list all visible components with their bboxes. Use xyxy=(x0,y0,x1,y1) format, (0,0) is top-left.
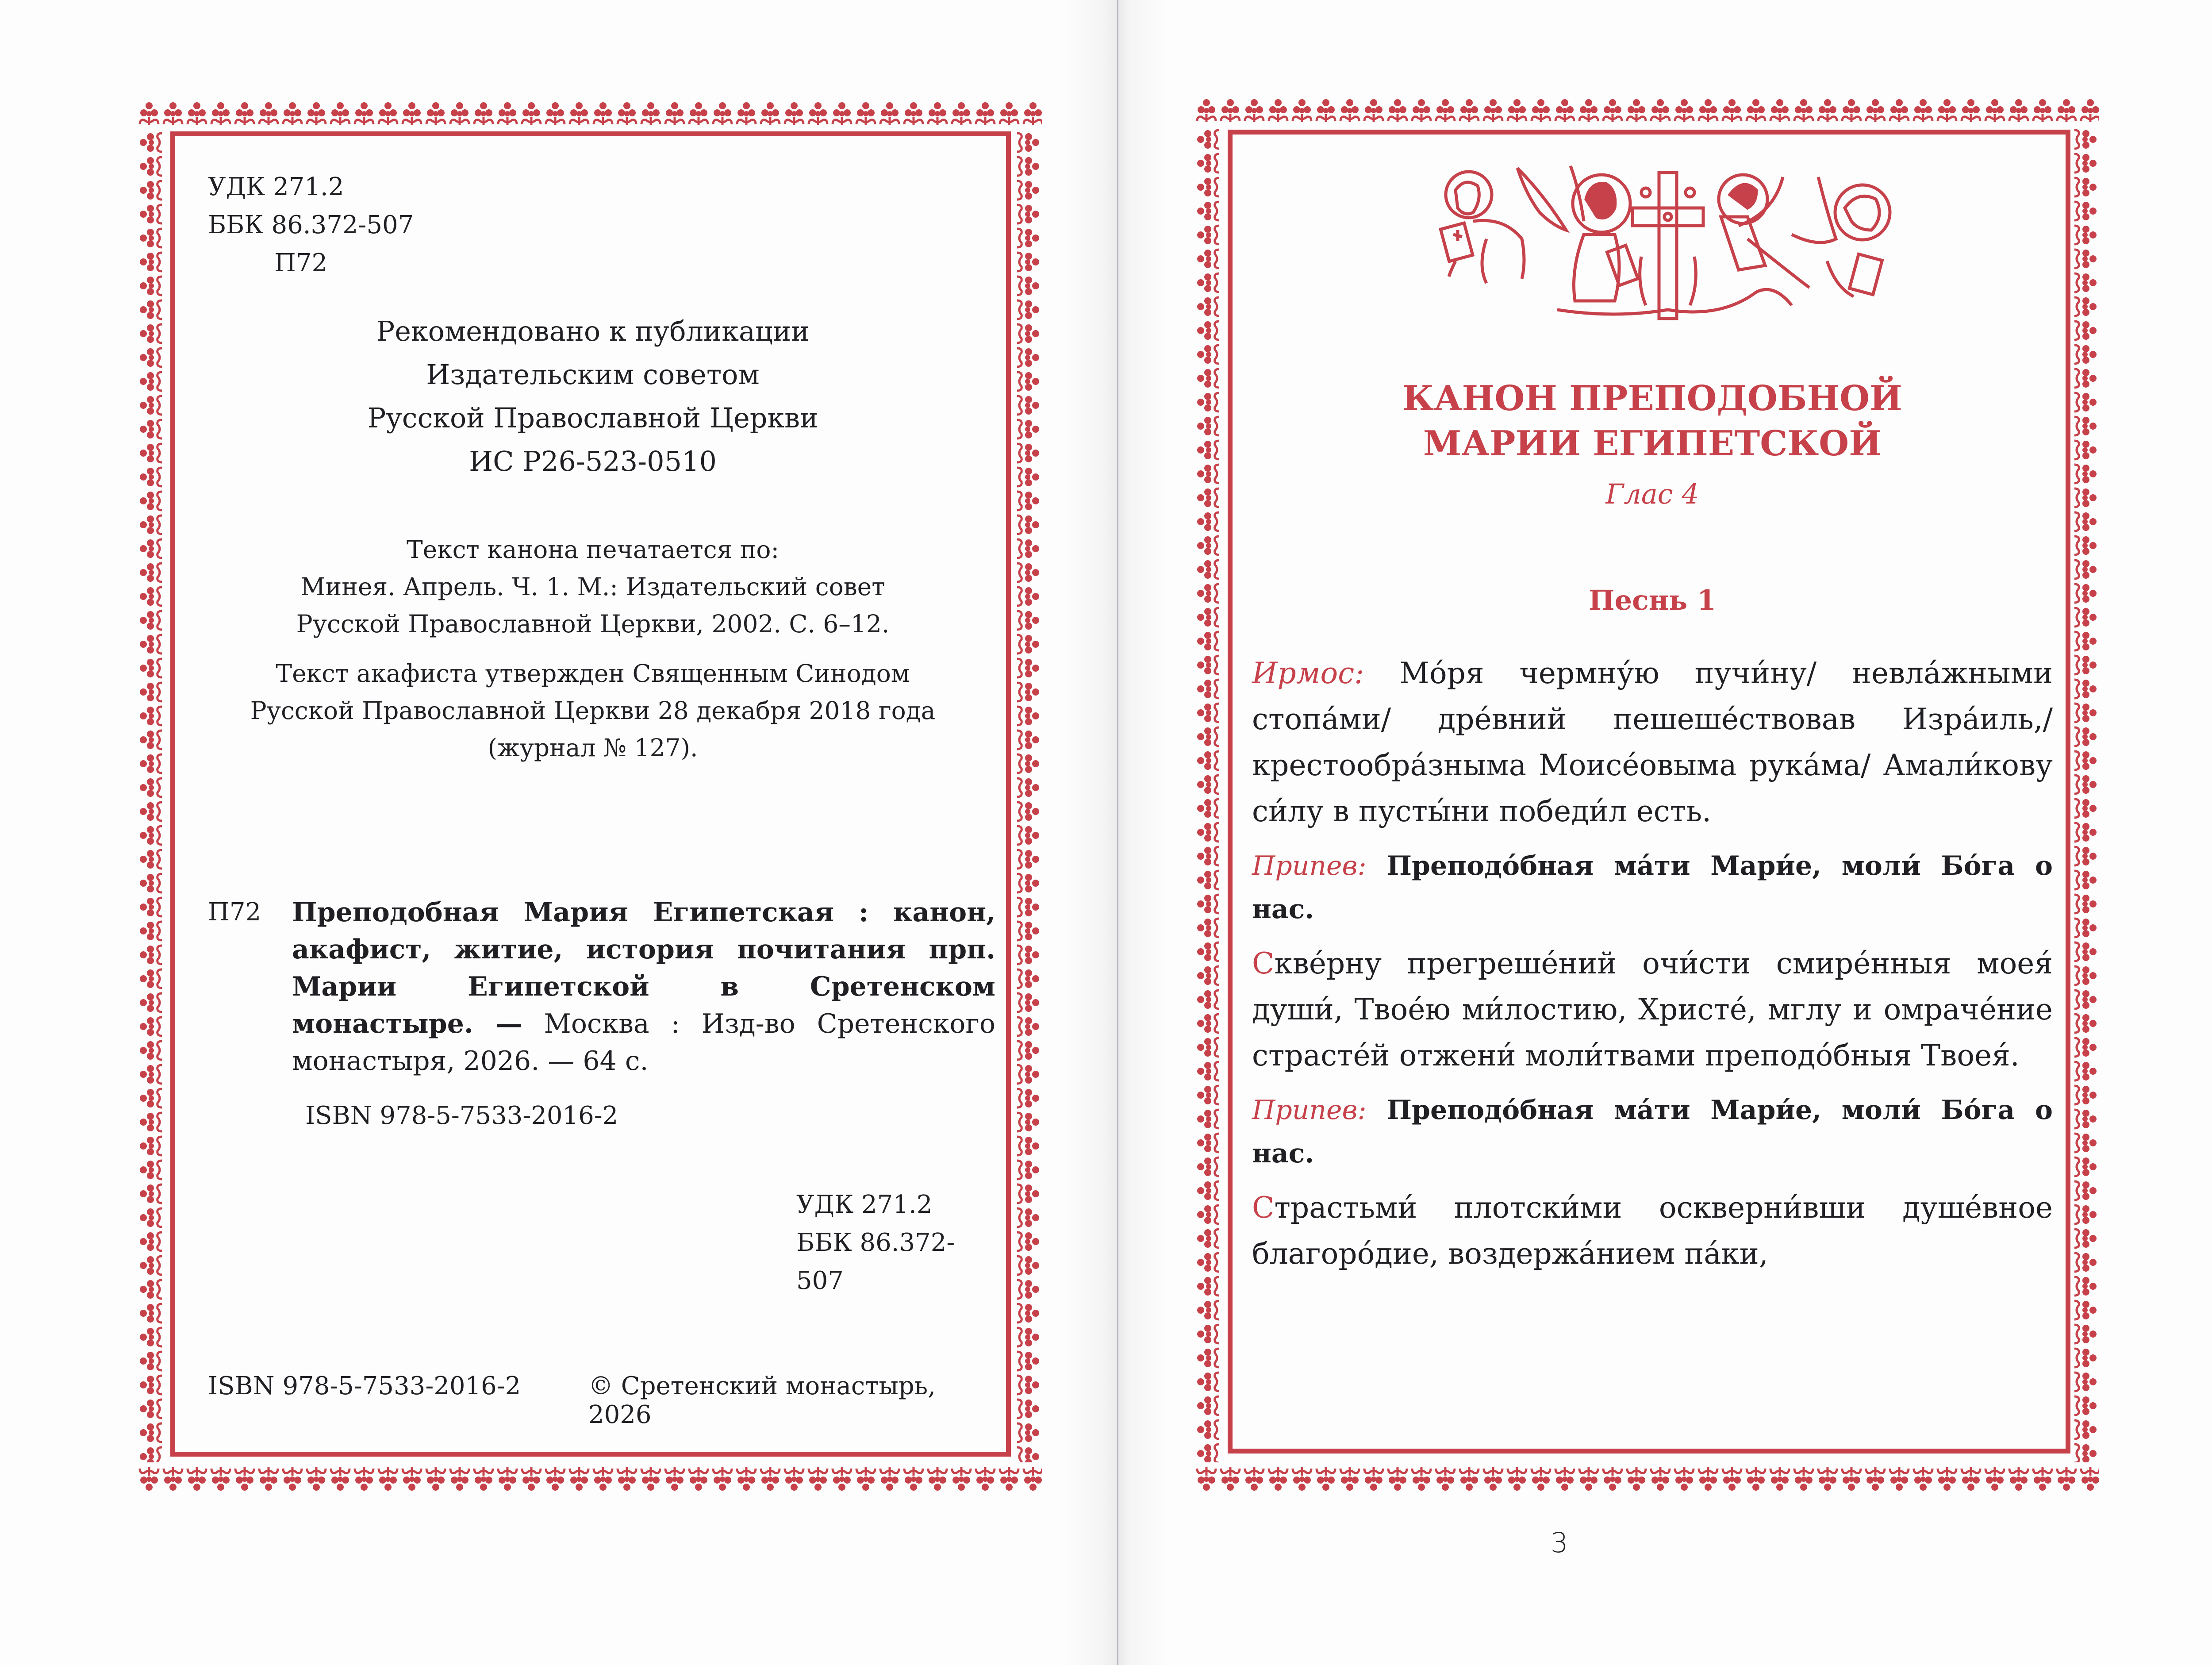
publication-recommendation xyxy=(190,310,995,483)
ode-heading: Песнь 1 xyxy=(1589,584,1716,616)
catalog-isbn: ISBN 978-5-7533-2016-2 xyxy=(305,1101,618,1130)
recommendation-line: Рекомендовано к публикации xyxy=(376,315,810,347)
refrain-text: Преподо́бная ма́ти Мари́е, моли́ Бо́га о нас. xyxy=(1252,850,2053,925)
refrain xyxy=(1252,844,2053,931)
catalog-entry xyxy=(292,894,995,1080)
recommendation-line: Русской Православной Церкви xyxy=(367,402,818,434)
irmos xyxy=(1252,650,2053,834)
source-line: Текст канона печатается по: xyxy=(406,535,780,564)
recommendation-line: Издательским советом xyxy=(426,358,760,391)
udk-code: УДК 271.2 xyxy=(208,173,344,201)
troparion xyxy=(1252,1185,2053,1277)
copyright-notice: © Сретенский монастырь, 2026 xyxy=(588,1372,936,1429)
page-number: 3 xyxy=(1551,1527,1568,1559)
canon-title xyxy=(1252,376,2053,466)
tone-label: Глас 4 xyxy=(1605,478,1699,510)
bbk-code: ББК 86.372-507 xyxy=(208,211,414,239)
title-line: КАНОН ПРЕПОДОБНОЙ xyxy=(1402,378,1902,419)
catalog-card xyxy=(208,894,995,1295)
refrain-label: Припев: xyxy=(1252,850,1367,881)
author-mark: П72 xyxy=(274,249,328,277)
troparion-text: кве́рну прегреше́ний очи́сти смире́нныя моея́ души́, Твое́ю ми́лостию, Христе́, мглу и омраче́ние страсте́й отжени́ моли́твами преподо́бныя Твоея́. xyxy=(1252,946,2053,1073)
catalog-title: Преподобная Мария Египетская : канон, акафист, житие, история почитания прп. Марии Египетской в Сретенском монастыре. — xyxy=(292,897,995,1039)
catalog-udk: УДК 271.2 xyxy=(796,1190,933,1219)
catalog-code: П72 xyxy=(208,898,261,927)
catalog-imprint: Москва : Изд-во Сретенского монастыря, 2026. — 64 с. xyxy=(292,1008,995,1077)
refrain-text: Преподо́бная ма́ти Мари́е, моли́ Бо́га о нас. xyxy=(1252,1095,2053,1169)
irmos-label: Ирмос: xyxy=(1252,656,1364,690)
approval-line: Русской Православной Церкви 28 декабря 2018 года xyxy=(250,696,936,725)
footer-isbn: ISBN 978-5-7533-2016-2 xyxy=(208,1372,521,1400)
approval-line: Текст акафиста утвержден Священным Синодом xyxy=(276,659,910,688)
classification-block xyxy=(208,168,414,282)
evangelists-cross-icon xyxy=(1438,159,1920,327)
drop-cap: С xyxy=(1252,946,1275,981)
copyright-footer xyxy=(208,1372,995,1429)
source-line: Русской Православной Церкви, 2002. С. 6–12. xyxy=(296,610,890,638)
catalog-bbk: ББК 86.372-507 xyxy=(796,1228,955,1295)
approval-line: (журнал № 127). xyxy=(488,734,698,762)
troparion xyxy=(1252,941,2053,1079)
canon-source-note xyxy=(190,531,995,642)
right-page-content xyxy=(1252,142,2053,1447)
left-page-content xyxy=(190,142,995,1447)
refrain xyxy=(1252,1088,2053,1175)
refrain-label: Припев: xyxy=(1252,1095,1367,1126)
akathist-approval-note xyxy=(190,655,995,766)
source-line: Минея. Апрель. Ч. 1. М.: Издательский совет xyxy=(300,573,885,601)
recommendation-number: ИС Р26-523-0510 xyxy=(469,445,717,477)
hymn-list xyxy=(1252,650,2053,1287)
catalog-classification xyxy=(796,1186,995,1300)
irmos-text: Мо́ря чермну́ю пучи́ну/ невла́жными стопа́ми/ дре́вний пешеше́ствовав Изра́иль,/ крестообра́зныма Моисе́овыма рука́ма/ Амали́кову си́лу в пусты́ни победи́л есть. xyxy=(1252,656,2053,828)
drop-cap: С xyxy=(1252,1191,1275,1225)
troparion-text: трастьми́ плотски́ми оскверни́вши душе́вное благоро́дие, воздержа́нием па́ки, xyxy=(1252,1191,2053,1271)
title-line: МАРИИ ЕГИПЕТСКОЙ xyxy=(1423,423,1882,464)
